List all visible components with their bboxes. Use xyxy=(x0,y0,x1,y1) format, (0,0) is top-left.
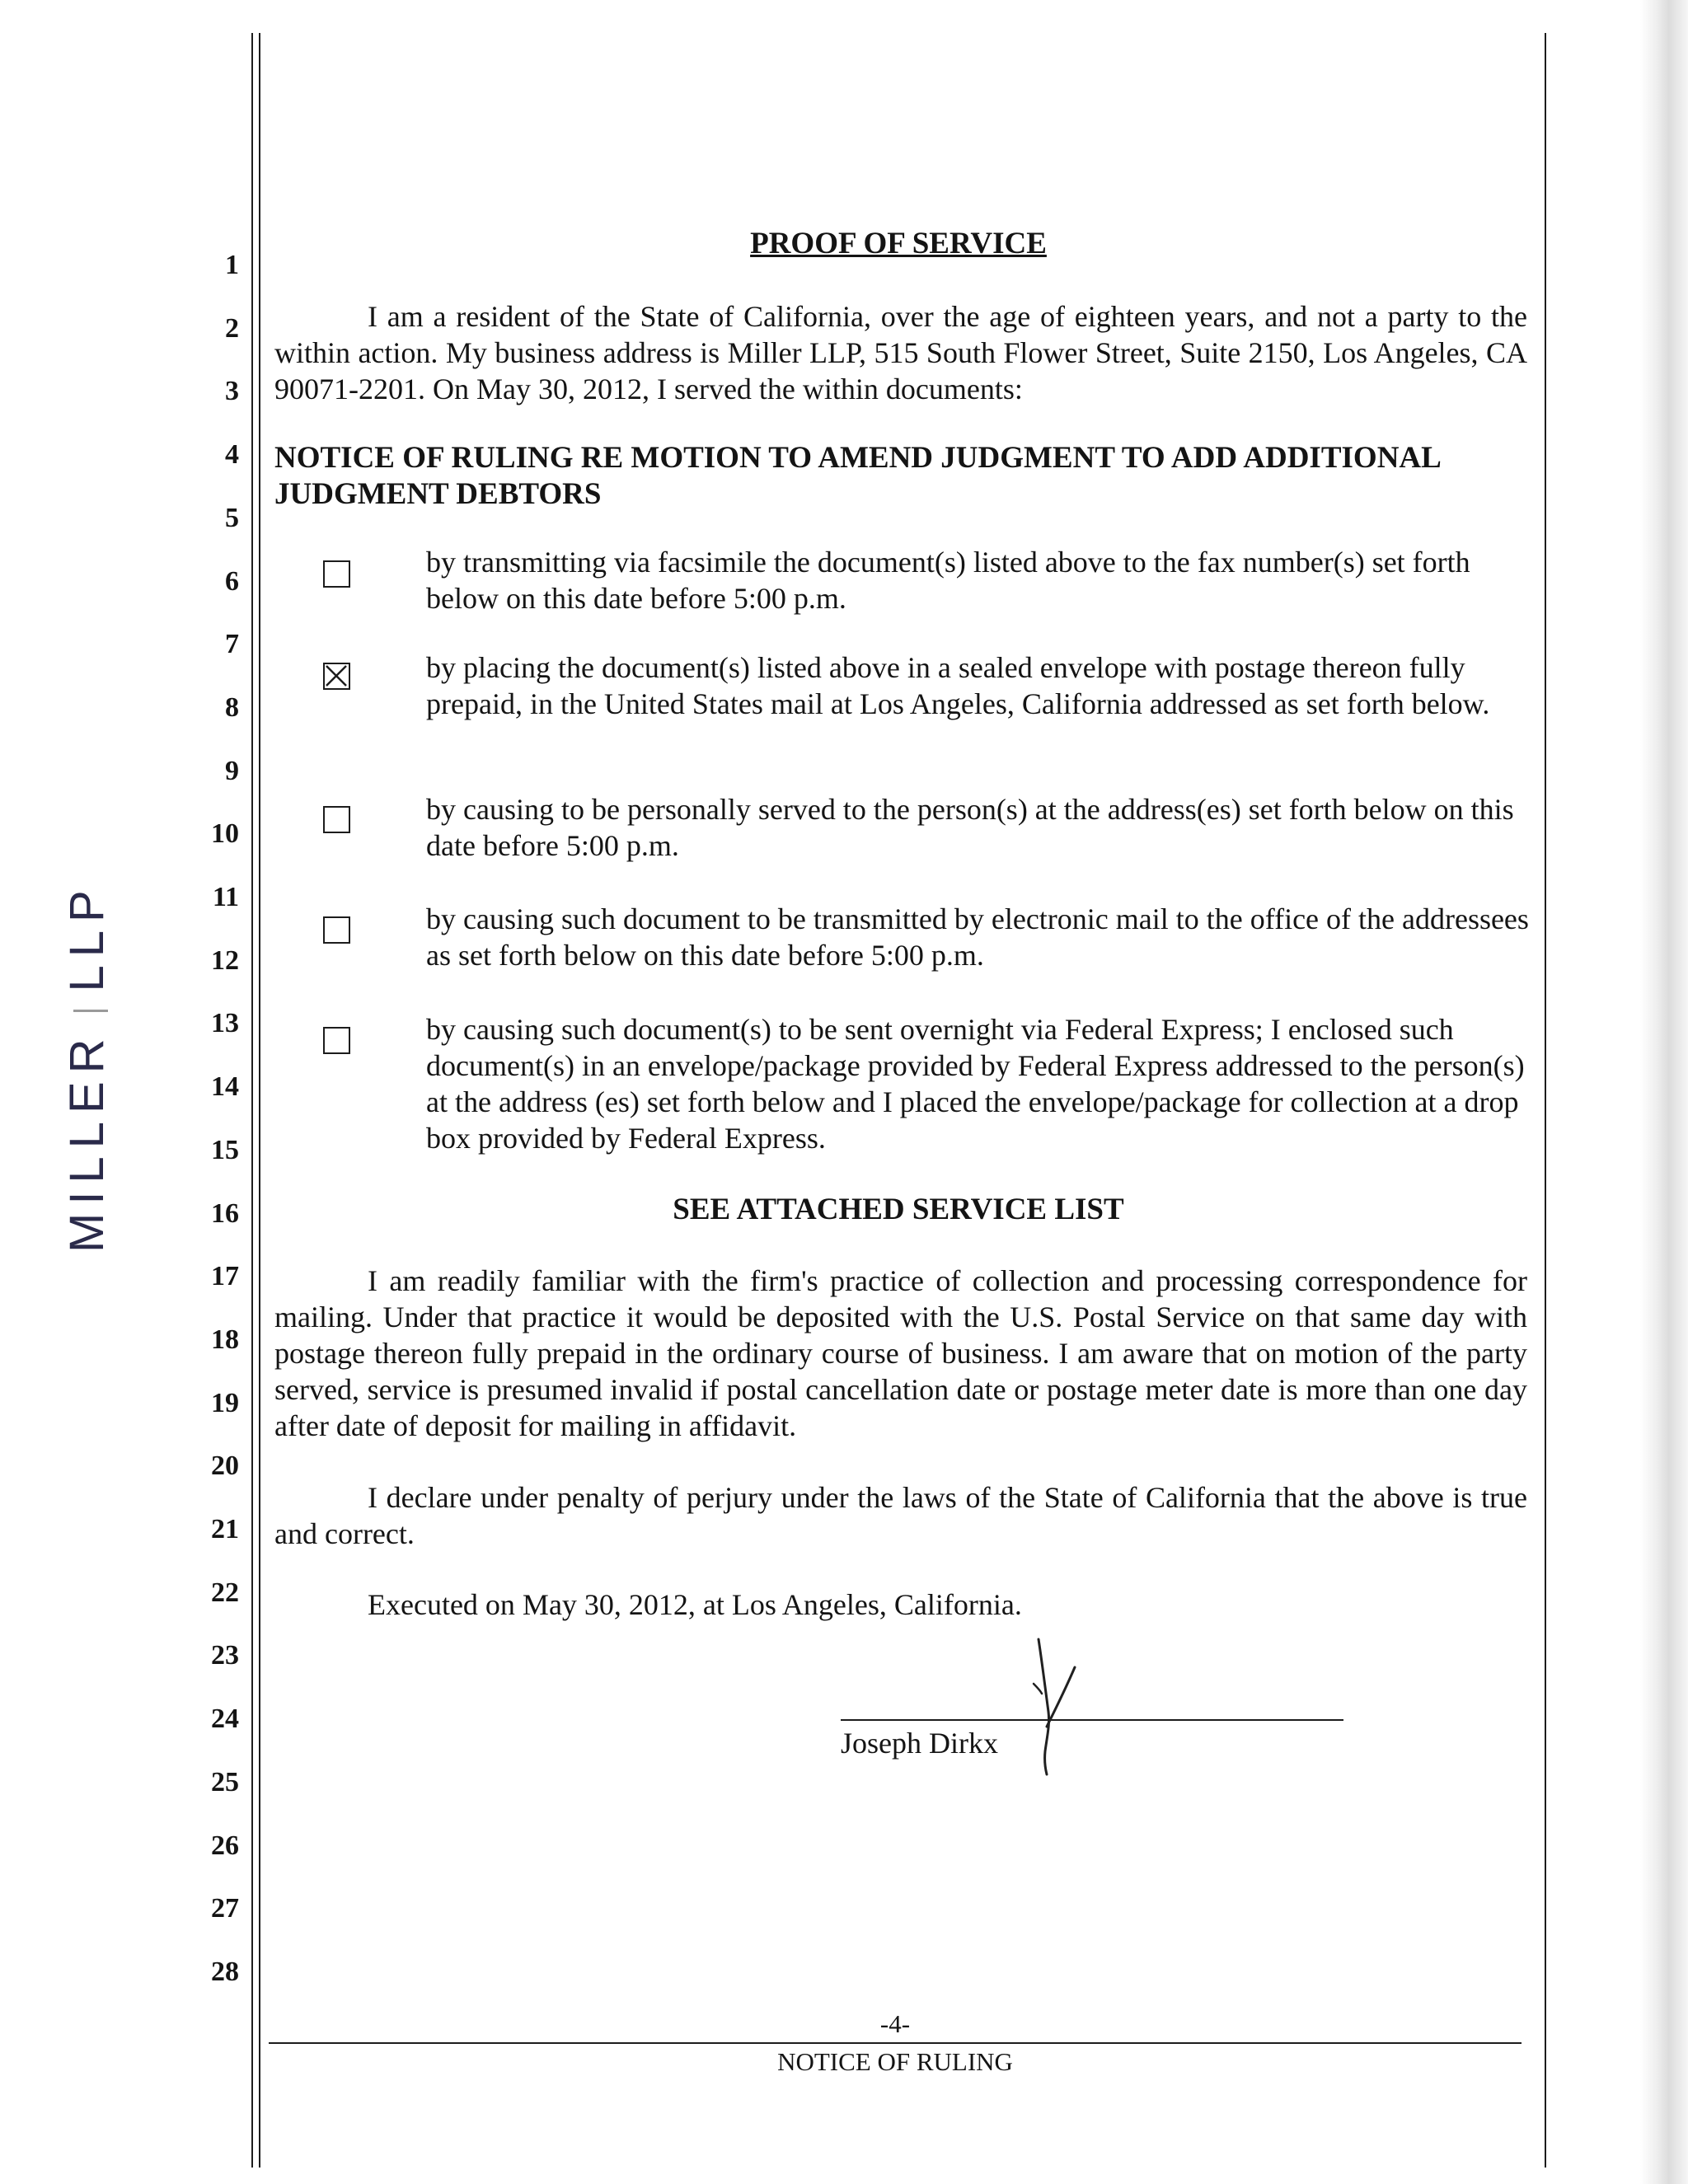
scan-edge-shadow xyxy=(1640,0,1688,2184)
line-number: 9 xyxy=(225,755,239,786)
line-number: 12 xyxy=(211,944,239,976)
declaration-paragraph: I declare under penalty of perjury under the laws of the State of California that the above is true and correct. xyxy=(274,1481,1527,1550)
left-margin-rule-inner xyxy=(259,33,260,2168)
line-number: 28 xyxy=(211,1956,239,1987)
page-title xyxy=(272,226,1525,262)
line-number: 11 xyxy=(212,882,239,912)
firm-name-left: MILLER xyxy=(60,1030,114,1253)
line-number: 20 xyxy=(211,1451,239,1482)
option-fedex-text: by causing such document(s) to be sent overnight via Federal Express; I enclosed such document(s) in an envelope/package provided by Federal Express addressed to the person(s) at the address (es) set forth below and I placed the envelope/package for collection at a drop box provided by Federal Express. xyxy=(426,1013,1525,1155)
line-number: 1 xyxy=(225,250,239,280)
firm-name-vertical xyxy=(59,882,115,1253)
right-margin-rule xyxy=(1545,33,1546,2168)
line-number: 19 xyxy=(211,1387,239,1418)
firm-name-separator xyxy=(73,1010,108,1012)
familiar-paragraph: I am readily familiar with the firm's practice of collection and processing correspondence for mailing. Under that practice it would be deposited with the U.S. Postal Service on that same day with postage thereon fully prepaid in the ordinary course of business. I am aware that on motion of the party served, service is presumed invalid if postal cancellation date or postage meter date is more than one day after date of deposit for mailing in affidavit. xyxy=(274,1264,1527,1442)
intro-paragraph: I am a resident of the State of California, over the age of eighteen years, and not a party to the within action. My business address is Miller LLP, 515 South Flower Street, Suite 2150, Los Angeles, CA 90071-2201. On May 30, 2012, I served the within documents: xyxy=(274,300,1527,405)
checkmark-x-icon xyxy=(325,664,348,687)
option-mail-text: by placing the document(s) listed above in a sealed envelope with postage thereon fully prepaid, in the United States mail at Los Angeles, California addressed as set forth below. xyxy=(426,651,1490,720)
checkbox-facsimile[interactable] xyxy=(323,560,350,588)
checkbox-mail[interactable] xyxy=(323,663,350,690)
page-number: -4- xyxy=(879,2009,911,2038)
line-number: 14 xyxy=(211,1071,239,1103)
line-number: 24 xyxy=(211,1704,239,1735)
service-list-heading: SEE ATTACHED SERVICE LIST xyxy=(673,1193,1124,1226)
line-number: 18 xyxy=(211,1324,239,1355)
signer-name: Joseph Dirkx xyxy=(841,1727,998,1760)
left-margin-rule-outer xyxy=(251,33,253,2168)
line-number: 15 xyxy=(211,1134,239,1165)
line-number: 5 xyxy=(225,502,239,533)
line-number: 13 xyxy=(211,1008,239,1039)
line-number: 7 xyxy=(225,629,239,660)
footer-title: NOTICE OF RULING xyxy=(777,2047,1013,2076)
option-email-text: by causing such document to be transmitted by electronic mail to the office of the addressees as set forth below on this date before 5:00 p.m. xyxy=(426,902,1529,972)
page-title-text: PROOF OF SERVICE xyxy=(750,227,1047,260)
line-number: 21 xyxy=(211,1514,239,1544)
line-number: 6 xyxy=(225,565,239,597)
line-number: 22 xyxy=(211,1577,239,1608)
line-number: 26 xyxy=(211,1830,239,1861)
served-document-title: NOTICE OF RULING RE MOTION TO AMEND JUDGMENT TO ADD ADDITIONAL JUDGMENT DEBTORS xyxy=(274,441,1440,511)
line-number: 2 xyxy=(225,312,239,344)
line-number: 25 xyxy=(211,1766,239,1797)
executed-statement: Executed on May 30, 2012, at Los Angeles, California. xyxy=(368,1588,1022,1621)
line-number: 8 xyxy=(225,691,239,723)
checkbox-fedex[interactable] xyxy=(323,1027,350,1054)
option-personal-text: by causing to be personally served to the person(s) at the address(es) set forth below on this date before 5:00 p.m. xyxy=(426,793,1514,862)
signature-line xyxy=(841,1719,1343,1721)
line-number: 27 xyxy=(211,1893,239,1924)
footer-rule xyxy=(269,2042,1522,2044)
option-facsimile-text: by transmitting via facsimile the document(s) listed above to the fax number(s) set forth below on this date before 5:00 p.m. xyxy=(426,546,1470,615)
line-number: 3 xyxy=(225,376,239,407)
handwritten-signature xyxy=(1022,1636,1088,1780)
line-number: 10 xyxy=(211,818,239,850)
firm-name-right: LLP xyxy=(60,882,114,992)
line-number: 17 xyxy=(211,1261,239,1292)
line-number: 16 xyxy=(211,1197,239,1229)
checkbox-email[interactable] xyxy=(323,916,350,944)
checkbox-personal[interactable] xyxy=(323,806,350,833)
line-number: 23 xyxy=(211,1640,239,1671)
line-number: 4 xyxy=(225,439,239,471)
